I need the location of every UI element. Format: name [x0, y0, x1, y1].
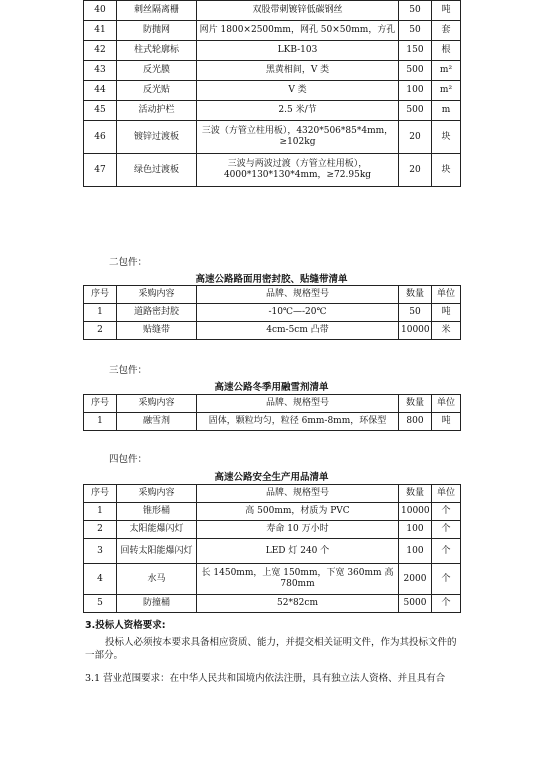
cell-unit: 吨 — [432, 1, 461, 21]
cell-spec: 双股带刺镀锌低碳钢丝 — [197, 1, 399, 21]
cell-spec: 黑黄相间，V 类 — [197, 61, 399, 81]
cell-unit: 根 — [432, 41, 461, 61]
cell-qty: 50 — [399, 21, 432, 41]
header-no: 序号 — [84, 485, 117, 503]
cell-unit: m — [432, 101, 461, 121]
cell-spec: 三波与两波过渡（方管立柱用板），4000*130*130*4mm，≥72.95kg — [197, 154, 399, 187]
cell-no: 46 — [84, 121, 117, 154]
cell-no: 3 — [84, 539, 117, 564]
cell-qty: 500 — [399, 101, 432, 121]
cell-item: 水马 — [117, 564, 197, 595]
table-row — [84, 101, 461, 121]
package3-label: 三包件： — [109, 365, 148, 376]
cell-no: 4 — [84, 564, 117, 595]
cell-qty: 100 — [399, 521, 432, 539]
table-row — [84, 1, 461, 21]
cell-no: 2 — [84, 322, 117, 340]
table-row — [84, 503, 461, 521]
table-row — [84, 521, 461, 539]
table-header-row — [84, 485, 461, 503]
package4-title: 高速公路安全生产用品清单 — [214, 472, 329, 483]
cell-unit: 个 — [432, 564, 461, 595]
cell-no: 42 — [84, 41, 117, 61]
cell-item: 镀锌过渡板 — [117, 121, 197, 154]
section3-heading: 3.投标人资格要求: — [85, 620, 166, 631]
header-unit: 单位 — [432, 286, 461, 304]
table-row — [84, 564, 461, 595]
cell-unit: 块 — [432, 154, 461, 187]
table-row — [84, 322, 461, 340]
cell-item: 柱式轮廓标 — [117, 41, 197, 61]
cell-qty: 50 — [399, 304, 432, 322]
package3-table — [83, 394, 461, 431]
header-unit: 单位 — [432, 395, 461, 413]
header-no: 序号 — [84, 395, 117, 413]
header-item: 采购内容 — [117, 395, 197, 413]
package2-table — [83, 285, 461, 340]
cell-qty: 10000 — [399, 503, 432, 521]
cell-spec: 固体，颗粒均匀，粒径 6mm-8mm，环保型 — [197, 413, 399, 431]
cell-spec: 4cm-5cm 凸带 — [197, 322, 399, 340]
cell-no: 43 — [84, 61, 117, 81]
cell-unit: 个 — [432, 595, 461, 613]
cell-no: 40 — [84, 1, 117, 21]
cell-unit: 个 — [432, 503, 461, 521]
cell-qty: 20 — [399, 121, 432, 154]
cell-no: 44 — [84, 81, 117, 101]
header-spec: 品牌、规格型号 — [197, 395, 399, 413]
cell-no: 1 — [84, 503, 117, 521]
header-qty: 数量 — [399, 286, 432, 304]
cell-unit: 块 — [432, 121, 461, 154]
cell-unit: 套 — [432, 21, 461, 41]
cell-qty: 500 — [399, 61, 432, 81]
cell-spec: 2.5 米/节 — [197, 101, 399, 121]
cell-spec: 寿命 10 万小时 — [197, 521, 399, 539]
cell-item: 融雪剂 — [117, 413, 197, 431]
header-spec: 品牌、规格型号 — [197, 286, 399, 304]
package3-title: 高速公路冬季用融雪剂清单 — [214, 382, 329, 393]
cell-no: 45 — [84, 101, 117, 121]
cell-item: 防抛网 — [117, 21, 197, 41]
cell-unit: 米 — [432, 322, 461, 340]
header-item: 采购内容 — [117, 485, 197, 503]
cell-item: 绿色过渡板 — [117, 154, 197, 187]
table-row — [84, 61, 461, 81]
cell-item: 贴缝带 — [117, 322, 197, 340]
cell-spec: 52*82cm — [197, 595, 399, 613]
header-no: 序号 — [84, 286, 117, 304]
cell-no: 41 — [84, 21, 117, 41]
package4-label: 四包件： — [109, 454, 148, 465]
cell-unit: 吨 — [432, 304, 461, 322]
cell-unit: 个 — [432, 521, 461, 539]
items-table-continued — [83, 0, 461, 187]
cell-spec: 长 1450mm，上宽 150mm，下宽 360mm 高 780mm — [197, 564, 399, 595]
cell-spec: LED 灯 240 个 — [197, 539, 399, 564]
cell-no: 2 — [84, 521, 117, 539]
table-header-row — [84, 286, 461, 304]
cell-item: 刺丝隔离栅 — [117, 1, 197, 21]
package2-title: 高速公路路面用密封胶、贴缝带清单 — [195, 274, 348, 285]
table-row — [84, 21, 461, 41]
cell-qty: 800 — [399, 413, 432, 431]
cell-no: 1 — [84, 304, 117, 322]
cell-spec: LKB-103 — [197, 41, 399, 61]
cell-unit: m² — [432, 61, 461, 81]
header-spec: 品牌、规格型号 — [197, 485, 399, 503]
cell-no: 47 — [84, 154, 117, 187]
table-row — [84, 595, 461, 613]
package2-label: 二包件： — [109, 257, 148, 268]
cell-qty: 150 — [399, 41, 432, 61]
cell-item: 活动护栏 — [117, 101, 197, 121]
cell-item: 防撞桶 — [117, 595, 197, 613]
header-item: 采购内容 — [117, 286, 197, 304]
cell-spec: -10℃—-20℃ — [197, 304, 399, 322]
cell-item: 道路密封胶 — [117, 304, 197, 322]
cell-qty: 2000 — [399, 564, 432, 595]
cell-unit: 吨 — [432, 413, 461, 431]
header-qty: 数量 — [399, 485, 432, 503]
cell-item: 太阳能爆闪灯 — [117, 521, 197, 539]
package4-table — [83, 484, 461, 613]
cell-item: 反光贴 — [117, 81, 197, 101]
table-row — [84, 413, 461, 431]
cell-spec: V 类 — [197, 81, 399, 101]
cell-item: 锥形桶 — [117, 503, 197, 521]
table-row — [84, 121, 461, 154]
cell-qty: 50 — [399, 1, 432, 21]
cell-no: 5 — [84, 595, 117, 613]
cell-item: 回转太阳能爆闪灯 — [117, 539, 197, 564]
cell-spec: 高 500mm，材质为 PVC — [197, 503, 399, 521]
cell-unit: 个 — [432, 539, 461, 564]
cell-qty: 100 — [399, 81, 432, 101]
cell-spec: 三波（方管立柱用板），4320*506*85*4mm，≥102kg — [197, 121, 399, 154]
cell-no: 1 — [84, 413, 117, 431]
section3-paragraph: 投标人必须按本要求具备相应资质、能力，并提交相关证明文件，作为其投标文件的一部分。 — [85, 637, 457, 661]
cell-spec: 网片 1800×2500mm，网孔 50×50mm，方孔 — [197, 21, 399, 41]
cell-qty: 10000 — [399, 322, 432, 340]
table-row — [84, 304, 461, 322]
table-row — [84, 154, 461, 187]
table-row — [84, 41, 461, 61]
table-row — [84, 539, 461, 564]
header-unit: 单位 — [432, 485, 461, 503]
table-row — [84, 81, 461, 101]
cell-item: 反光膜 — [117, 61, 197, 81]
cell-qty: 5000 — [399, 595, 432, 613]
cell-unit: m² — [432, 81, 461, 101]
cell-qty: 20 — [399, 154, 432, 187]
cell-qty: 100 — [399, 539, 432, 564]
header-qty: 数量 — [399, 395, 432, 413]
table-header-row — [84, 395, 461, 413]
section3-item-3-1: 3.1 营业范围要求：在中华人民共和国境内依法注册，具有独立法人资格、并且具有合 — [85, 673, 446, 684]
